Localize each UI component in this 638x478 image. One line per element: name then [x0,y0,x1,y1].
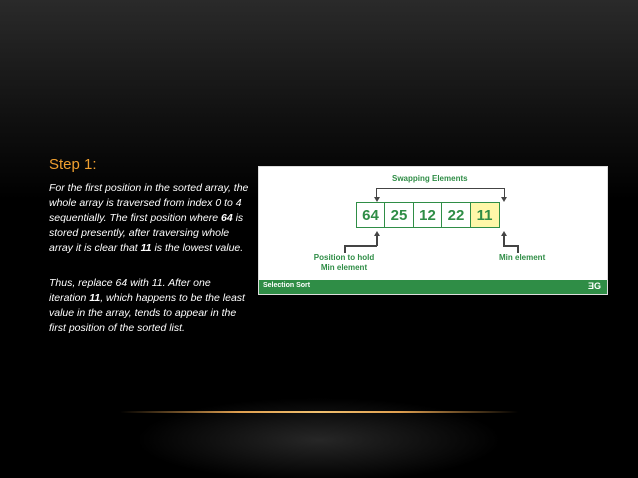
array-cell: 22 [441,202,471,228]
step-description [49,181,249,256]
step-conclusion [49,276,249,336]
array-cell: 64 [356,202,386,228]
array-cells [357,202,500,228]
swap-bracket [376,188,505,199]
para1-bold-11: 11 [140,242,152,254]
gfg-logo: ƎG [587,281,601,291]
para2-bold-11: 11 [89,292,101,304]
para1-text-c: is stored presently, after traversing whole array it is clear that [49,212,244,254]
position-line-horizontal [344,245,377,247]
para2-text-c: , which happens to be the least value in the array, tends to appear in the first position of the sorted list. [49,292,245,334]
position-line-drop [344,245,346,253]
min-line-horizontal [503,245,518,247]
swap-arrow-right-icon [501,197,507,202]
array-cell: 25 [384,202,414,228]
array-cell-min: 11 [470,202,500,228]
array-cell: 12 [413,202,443,228]
para1-text-a: For the first position in the sorted array, the whole array is traversed from index 0 to 4 sequentially. The first position where [49,182,249,224]
min-line-drop [517,245,519,253]
position-label: Position to hold Min element [313,253,375,272]
footer-label: Selection Sort [263,282,311,289]
para2-text-a: Thus, replace 64 with 11. After one iteration [49,277,211,304]
min-element-label: Min element [499,253,546,262]
decorative-glow-line [120,411,518,413]
step-title: Step 1: [49,156,97,173]
para1-bold-64: 64 [220,212,233,224]
selection-sort-figure [258,166,608,295]
swapping-elements-label: Swapping Elements [392,174,468,183]
para1-text-e: is the lowest value. [151,242,244,254]
figure-footer [259,280,607,294]
